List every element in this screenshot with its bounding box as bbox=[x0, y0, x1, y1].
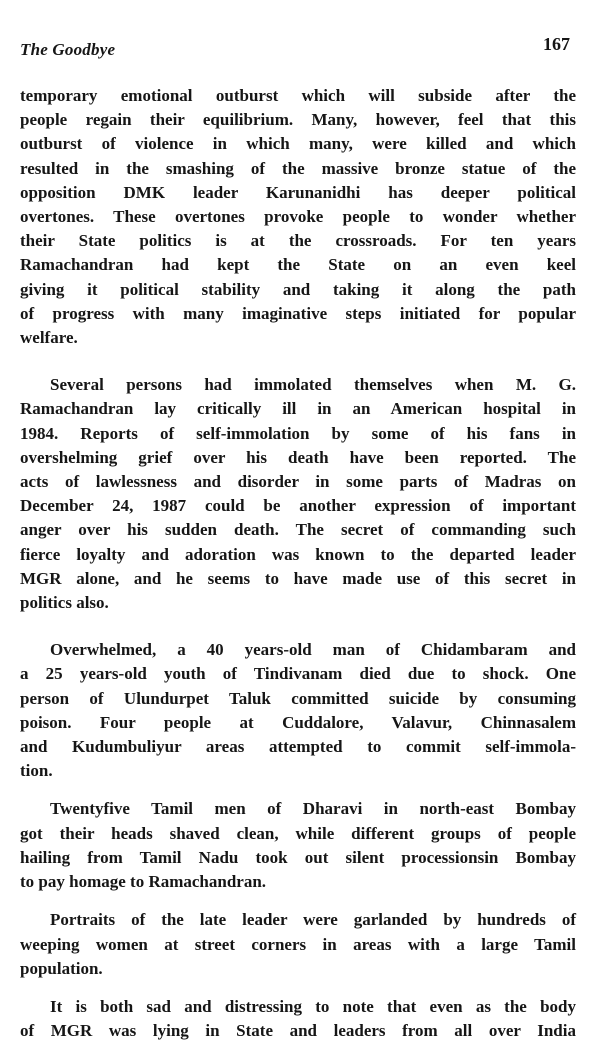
text-line: politics also. bbox=[20, 593, 109, 613]
text-line: outburst of violence in which many, were killed and which bbox=[20, 134, 576, 154]
text-line: Several persons had immolated themselves when M. G. bbox=[50, 375, 576, 395]
text-line: fierce loyalty and adoration was known to the departed leader bbox=[20, 544, 576, 564]
text-line: Ramachandran had kept the State on an even keel bbox=[20, 255, 576, 275]
text-line: MGR alone, and he seems to have made use of this secret in bbox=[20, 568, 576, 588]
text-line: It is both sad and distressing to note that even as the body bbox=[50, 996, 576, 1016]
text-line: a 25 years-old youth of Tindivanam died due to shock. One bbox=[20, 664, 576, 684]
text-line: overtones. These overtones provoke people to wonder whether bbox=[20, 207, 576, 227]
text-line: got their heads shaved clean, while different groups of people bbox=[20, 823, 576, 843]
text-line: hailing from Tamil Nadu took out silent processionsin Bombay bbox=[20, 847, 576, 867]
text-line: their State politics is at the crossroads. For ten years bbox=[20, 231, 576, 251]
text-line: resulted in the smashing of the massive bronze statue of the bbox=[20, 158, 576, 178]
text-line: December 24, 1987 could be another expression of important bbox=[20, 496, 576, 516]
text-line: acts of lawlessness and disorder in some parts of Madras on bbox=[20, 472, 576, 492]
text-line: Overwhelmed, a 40 years-old man of Chidambaram and bbox=[50, 640, 576, 660]
text-line: Portraits of the late leader were garlanded by hundreds of bbox=[50, 910, 576, 930]
paragraph-5 bbox=[20, 908, 576, 981]
text-line: Ramachandran lay critically ill in an American hospital in bbox=[20, 399, 576, 419]
running-head-title: The Goodbye bbox=[20, 40, 116, 59]
text-line: of progress with many imaginative steps initiated for popular bbox=[20, 303, 576, 323]
body-text bbox=[20, 84, 576, 1043]
text-line: population. bbox=[20, 958, 103, 978]
paragraph-6 bbox=[20, 995, 576, 1043]
text-line: weeping women at street corners in areas with a large Tamil bbox=[20, 934, 576, 954]
text-line: to pay homage to Ramachandran. bbox=[20, 872, 267, 892]
text-line: welfare. bbox=[20, 328, 78, 348]
text-line: poison. Four people at Cuddalore, Valavur, Chinnasalem bbox=[20, 712, 576, 732]
text-line: overshelming grief over his death have been reported. The bbox=[20, 447, 576, 467]
text-line: opposition DMK leader Karunanidhi has deeper political bbox=[20, 182, 576, 202]
text-line: Twentyfive Tamil men of Dharavi in north-east Bombay bbox=[50, 799, 576, 819]
paragraph-3 bbox=[20, 638, 576, 783]
text-line: anger over his sudden death. The secret of commanding such bbox=[20, 520, 576, 540]
text-line: temporary emotional outburst which will subside after the bbox=[20, 86, 576, 105]
text-line: giving it political stability and taking it along the path bbox=[20, 279, 576, 299]
text-line: of MGR was lying in State and leaders from all over India bbox=[20, 1021, 576, 1041]
paragraph-4 bbox=[20, 797, 576, 894]
text-line: people regain their equilibrium. Many, however, feel that this bbox=[20, 110, 576, 130]
text-line: person of Ulundurpet Taluk committed suicide by consuming bbox=[20, 688, 576, 708]
text-line: tion. bbox=[20, 761, 53, 781]
text-line: and Kudumbuliyur areas attempted to commit self-immola- bbox=[20, 737, 576, 757]
paragraph-1 bbox=[20, 84, 576, 350]
paragraph-2 bbox=[20, 373, 576, 615]
page-number: 167 bbox=[543, 34, 570, 54]
text-line: 1984. Reports of self-immolation by some of his fans in bbox=[20, 423, 576, 443]
